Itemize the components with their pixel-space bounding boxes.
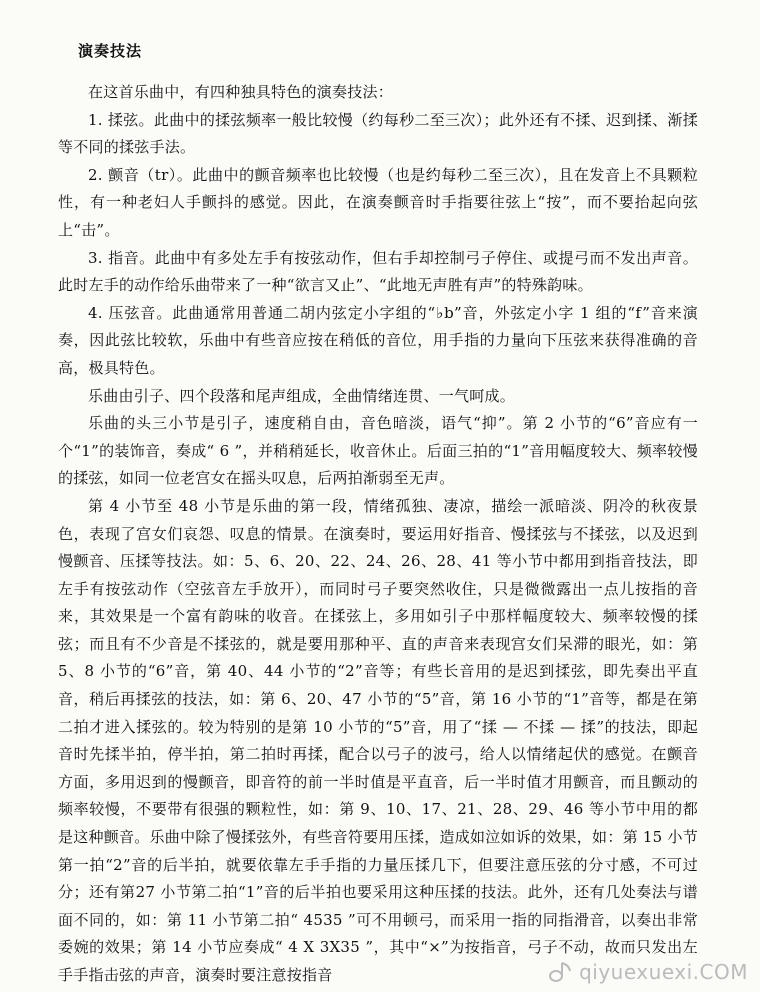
paragraph-technique-4: 4. 压弦音。此曲通常用普通二胡内弦定小字组的“♭b”音，外弦定小字 1 组的“f”音来演奏，因此弦比较软，乐曲中有些音应按在稍低的音位，用手指的力量向下压弦来获得准确的音高，极具特色。 xyxy=(58,303,698,377)
paragraph-technique-2: 2. 颤音（tr）。此曲中的颤音频率也比较慢（也是约每秒二至三次），且在发音上不具颗粒性，有一种老妇人手颤抖的感觉。因此，在演奏颤音时手指要往弦上“按”，而不要抬起向弦上“击”。 xyxy=(58,165,698,239)
paragraph-introduction-section: 乐曲的头三小节是引子，速度稍自由，音色暗淡，语气“抑”。第 2 小节的“6”音应有一个“1”的装饰音，奏成“ 6 ”，并稍稍延长，收音休止。后面三拍的“1”音用幅度较大、频率较慢的揉弦，如同一位老宫女在摇头叹息，后两拍渐弱至无声。 xyxy=(58,414,698,488)
paragraph-structure: 乐曲由引子、四个段落和尾声组成，全曲情绪连贯、一气呵成。 xyxy=(88,386,516,405)
watermark xyxy=(547,960,748,984)
watermark-text: qiyuexuexi.COM xyxy=(579,960,748,984)
section-heading: 演奏技法 xyxy=(78,42,143,60)
document-body xyxy=(58,79,698,990)
watermark-logo-icon xyxy=(547,961,573,983)
paragraph-intro: 在这首乐曲中，有四种独具特色的演奏技法： xyxy=(88,83,394,101)
paragraph-technique-1: 1. 揉弦。此曲中的揉弦频率一般比较慢（约每秒二至三次）；此外还有不揉、迟到揉、渐揉等不同的揉弦手法。 xyxy=(58,110,698,157)
paragraph-first-section: 第 4 小节至 48 小节是乐曲的第一段，情绪孤独、凄凉，描绘一派暗淡、阴冷的秋夜景色，表现了宫女们哀怨、叹息的情景。在演奏时，要运用好指音、慢揉弦与不揉弦，以及迟到慢颤音、压揉等技法。如：5、6、20、22、24、26、28、41 等小节中都用到指音技法，即左手有按弦动作（空弦音左手放开），而同时弓子要突然收住，只是微微露出一点儿按指的音来，其效果是一个富有韵味的收音。在揉弦上，多用如引子中那样幅度较大、频率较慢的揉弦；而且有不少音是不揉弦的，就是要用那种平、直的声音来表现宫女们呆滞的眼光，如：第 5、8 小节的“6”音，第 40、44 小节的“2”音等；有些长音用的是迟到揉弦，即先奏出平直音，稍后再揉弦的技法，如：第 6、20、47 小节的“5”音，第 16 小节的“1”音等，都是在第二拍才进入揉弦的。较为特别的是第 10 小节的“5”音，用了“揉 — 不揉 — 揉”的技法，即起音时先揉半拍，停半拍，第二拍时再揉，配合以弓子的波弓，给人以情绪起伏的感觉。在颤音方面，多用迟到的慢颤音，即音符的前一半时值是平直音，后一半时值才用颤音，而且颤动的频率较慢，不要带有很强的颗粒性，如：第 9、10、17、21、28、29、46 等小节中用的都是这种颤音。乐曲中除了慢揉弦外，有些音符要用压揉，造成如泣如诉的效果，如：第 15 小节第一拍“2”音的后半拍，就要依靠左手手指的力量压揉几下，但要注意压弦的分寸感，不可过分；还有第27 小节第二拍“1”音的后半拍也要采用这种压揉的技法。此外，还有几处奏法与谱面不同的，如：第 11 小节第二拍“ 4535 ”可不用顿弓，而采用一指的同指滑音，以奏出非常委婉的效果；第 14 小节应奏成“ 4 X 3X35 ”，其中“×”为按指音，弓子不动，故而只发出左手手指击弦的声音，演奏时要注意按指音 xyxy=(58,496,698,984)
paragraph-technique-3: 3. 指音。此曲中有多处左手有按弦动作，但右手却控制弓子停住、或提弓而不发出声音。此时左手的动作给乐曲带来了一种“欲言又止”、“此地无声胜有声”的特殊韵味。 xyxy=(58,248,698,295)
